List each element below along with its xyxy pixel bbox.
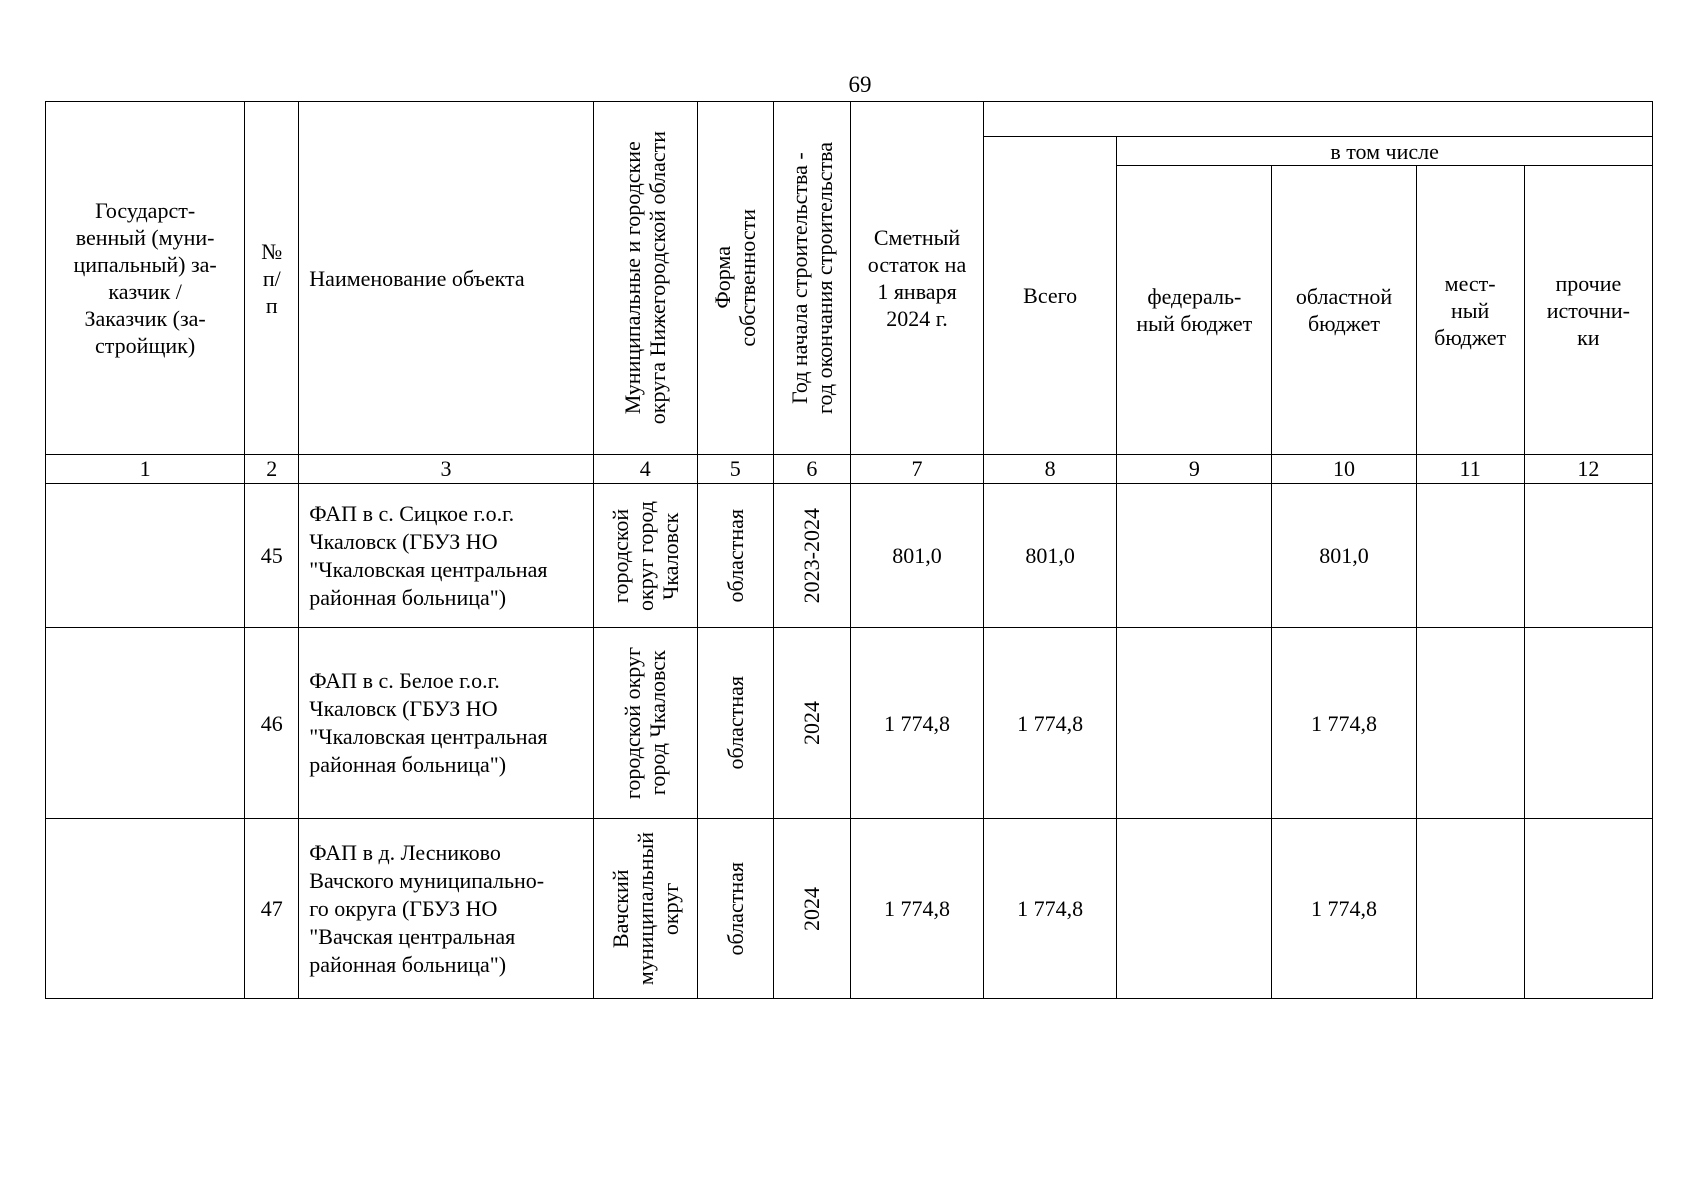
header-number: № п/ п [245, 102, 299, 455]
cell-municipality: городской округ город Чкаловск [593, 628, 697, 819]
page-number: 69 [848, 72, 872, 97]
cell-object-name: ФАП в д. Лесниково Вачского муниципально- го округа (ГБУЗ НО "Вачская центральная районная больница") [299, 819, 593, 999]
cell-estimate: 1 774,8 [850, 819, 983, 999]
column-number: 3 [299, 455, 593, 484]
column-number: 11 [1416, 455, 1524, 484]
cell-ownership: областная [697, 819, 773, 999]
column-number: 2 [245, 455, 299, 484]
cell-total: 1 774,8 [984, 628, 1117, 819]
cell-years: 2024 [773, 819, 850, 999]
cell-municipality: городской округ город Чкаловск [593, 484, 697, 628]
construction-objects-table [45, 101, 1653, 999]
cell-federal [1117, 819, 1272, 999]
cell-number: 47 [245, 819, 299, 999]
column-number: 5 [697, 455, 773, 484]
header-including: в том числе [1117, 137, 1653, 166]
cell-total: 801,0 [984, 484, 1117, 628]
header-funding-group [984, 102, 1653, 137]
cell-regional: 1 774,8 [1272, 819, 1416, 999]
header-ownership: Форма собственности [697, 102, 773, 455]
cell-regional: 801,0 [1272, 484, 1416, 628]
header-customer: Государст- венный (муни- ципальный) за- казчик / Заказчик (за- стройщик) [46, 102, 245, 455]
column-number: 8 [984, 455, 1117, 484]
cell-other [1524, 819, 1652, 999]
column-number-row [46, 455, 1653, 484]
cell-other [1524, 484, 1652, 628]
header-row-top [46, 102, 1653, 137]
header-federal: федераль- ный бюджет [1117, 166, 1272, 455]
cell-customer [46, 628, 245, 819]
header-years: Год начала строительства - год окончания строительства [773, 102, 850, 455]
column-number: 10 [1272, 455, 1416, 484]
cell-regional: 1 774,8 [1272, 628, 1416, 819]
cell-total: 1 774,8 [984, 819, 1117, 999]
table-row [46, 819, 1653, 999]
cell-federal [1117, 628, 1272, 819]
cell-customer [46, 484, 245, 628]
header-other: прочие источни- ки [1524, 166, 1652, 455]
header-total: Всего [984, 137, 1117, 455]
column-number: 1 [46, 455, 245, 484]
header-regional: областной бюджет [1272, 166, 1416, 455]
cell-local [1416, 484, 1524, 628]
cell-number: 45 [245, 484, 299, 628]
header-local: мест- ный бюджет [1416, 166, 1524, 455]
cell-years: 2024 [773, 628, 850, 819]
column-number: 12 [1524, 455, 1652, 484]
cell-local [1416, 628, 1524, 819]
cell-ownership: областная [697, 628, 773, 819]
cell-years: 2023-2024 [773, 484, 850, 628]
column-number: 4 [593, 455, 697, 484]
cell-municipality: Вачский муниципальный округ [593, 819, 697, 999]
cell-customer [46, 819, 245, 999]
cell-federal [1117, 484, 1272, 628]
cell-number: 46 [245, 628, 299, 819]
cell-local [1416, 819, 1524, 999]
header-object-name: Наименование объекта [299, 102, 593, 455]
table-row [46, 484, 1653, 628]
table-row [46, 628, 1653, 819]
cell-object-name: ФАП в с. Белое г.о.г. Чкаловск (ГБУЗ НО "Чкаловская центральная районная больница") [299, 628, 593, 819]
cell-estimate: 801,0 [850, 484, 983, 628]
header-municipality: Муниципальные и городские округа Нижегородской области [593, 102, 697, 455]
cell-object-name: ФАП в с. Сицкое г.о.г. Чкаловск (ГБУЗ НО "Чкаловская центральная районная больница") [299, 484, 593, 628]
cell-estimate: 1 774,8 [850, 628, 983, 819]
header-estimate: Сметный остаток на 1 января 2024 г. [850, 102, 983, 455]
column-number: 7 [850, 455, 983, 484]
cell-ownership: областная [697, 484, 773, 628]
column-number: 6 [773, 455, 850, 484]
column-number: 9 [1117, 455, 1272, 484]
cell-other [1524, 628, 1652, 819]
